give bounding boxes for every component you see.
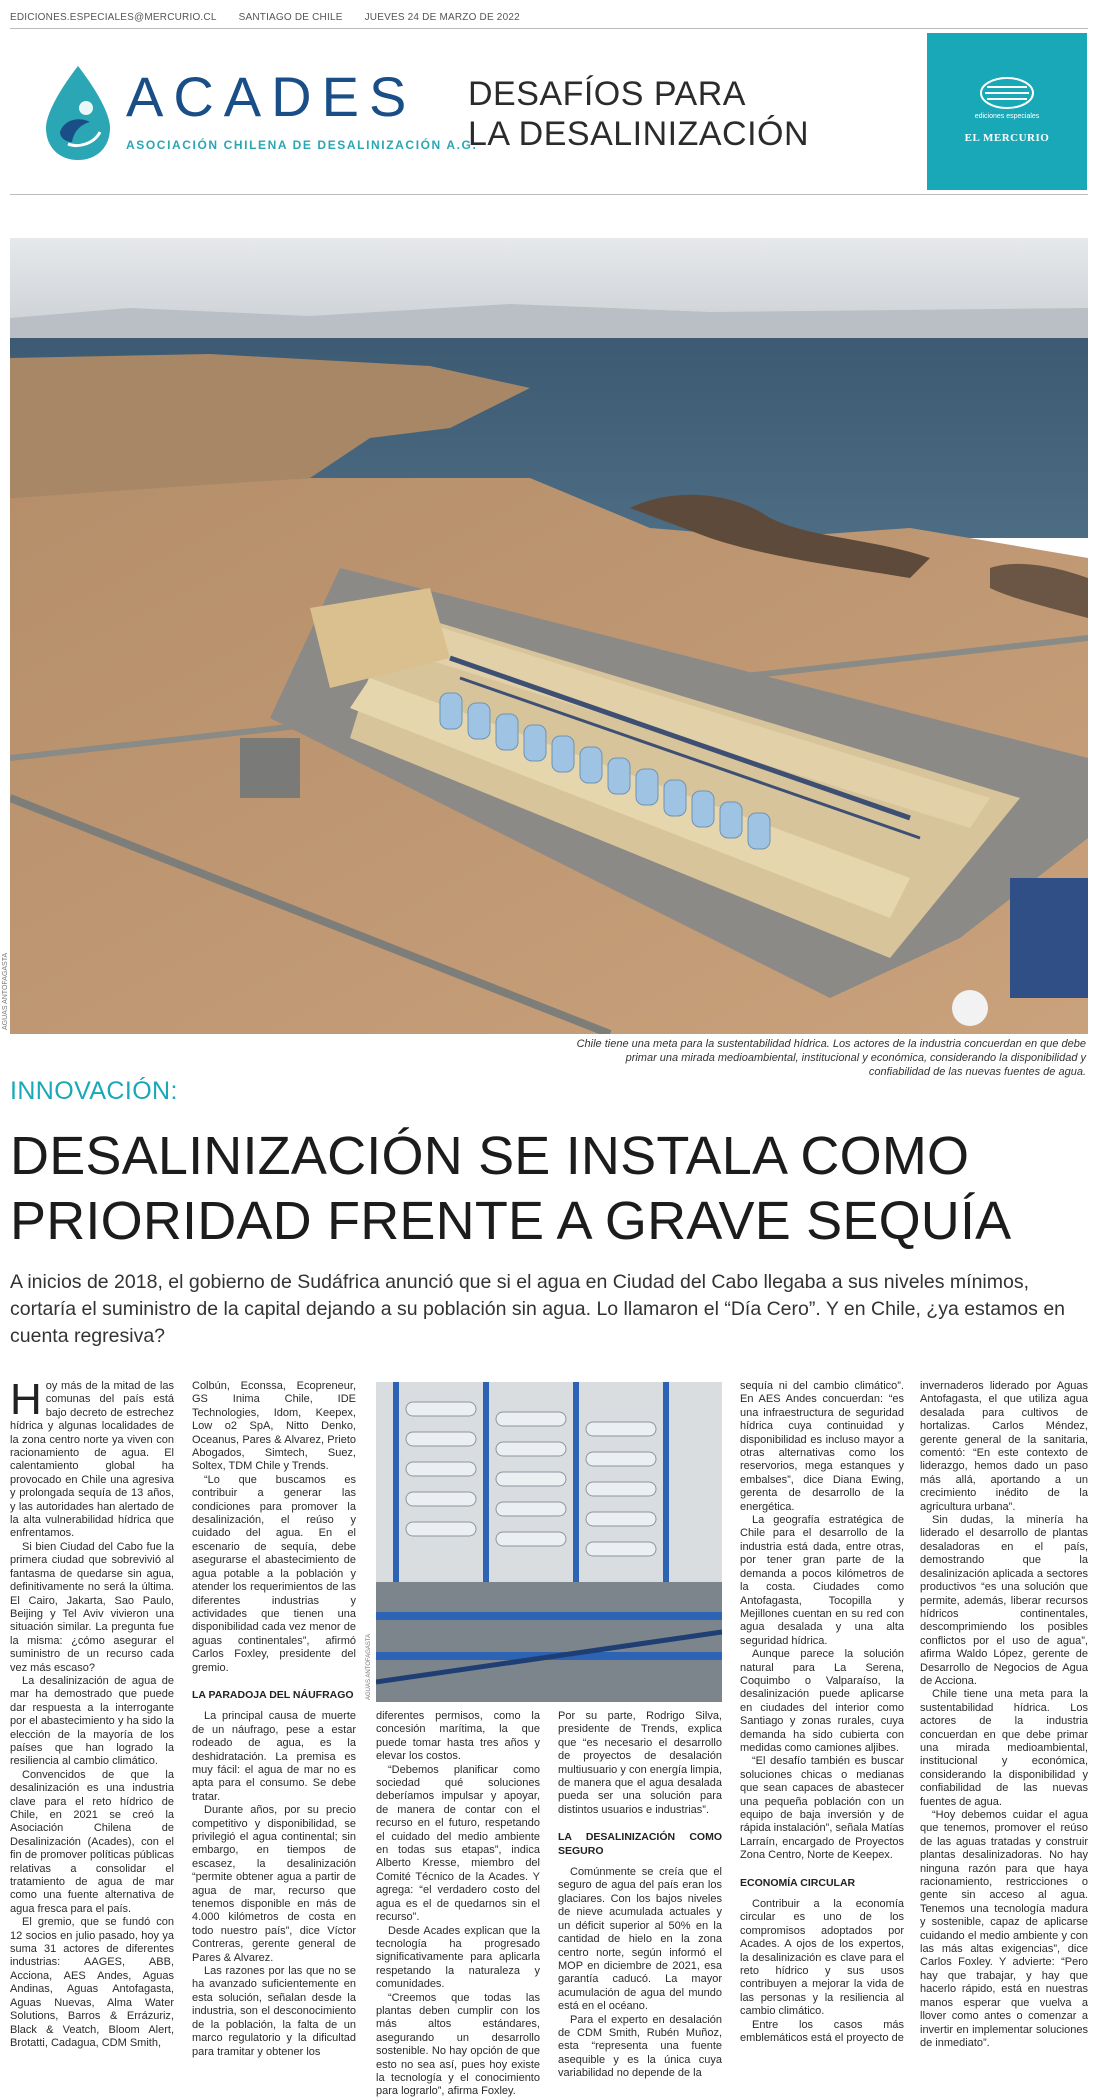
col3-paragraph: diferentes permisos, como la concesión marítima, la que puede tomar hasta tres años y elevar los costos. xyxy=(376,1710,540,1763)
col1-paragraph: La desalinización de agua de mar ha demostrado que puede dar respuesta a la interrogante por el abastecimiento y ha sido la elección de la mayoría de los países que han logrado la resiliencia al cambio climático. xyxy=(10,1674,174,1768)
city-label: SANTIAGO DE CHILE xyxy=(238,12,343,23)
top-bar xyxy=(10,12,520,23)
article-column-3 xyxy=(376,1710,540,2099)
article-lead: A inicios de 2018, el gobierno de Sudáfrica anunció que si el agua en Ciudad del Cabo llegaba a sus niveles mínimos, cortaría el suministro de la capital dejando a su población sin agua. Lo llamaron el “Día Cero”. Y en Chile, ¿ya estamos en cuenta regresiva? xyxy=(10,1271,1066,1347)
col3-paragraph: “Creemos que todas las plantas deben cumplir con los más altos estándares, asegurando un desarrollo sostenible. No hay opción de que esto no sea así, pues hoy existe la tecnología y el conocimiento para lograrlo”, afirma Foxley. xyxy=(376,1991,540,2098)
subheading-paradoja: LA PARADOJA DEL NÁUFRAGO xyxy=(192,1688,354,1701)
col2-paragraph: Durante años, por su precio competitivo y disponibilidad, se privilegió el agua continental; sin embargo, en tiempos de escasez, la desalinización “permite obtener agua a partir de agua de mar, recurso que tenemos disponible en más de 4.000 kilómetros de costa en todo nuestro país”, dice Víctor Contreras, gerente general de Pares & Alvarez. xyxy=(192,1804,356,1964)
article-column-6 xyxy=(920,1380,1088,2050)
col5-paragraph: La geografía estratégica de Chile para el desarrollo de la industria está dada, entre otras, por tener gran parte de la demanda a pocos kilómetros de la costa. Ciudades como Antofagasta, Tocopilla y Mejillones cuentan en su red con agua desalada y una alta seguridad hídrica. xyxy=(740,1514,904,1647)
membrane-racks-photo xyxy=(376,1382,722,1702)
brand-subtitle: ASOCIACIÓN CHILENA DE DESALINIZACIÓN A.G. xyxy=(126,138,478,152)
acades-logo xyxy=(38,62,478,172)
headline-line1: DESALINIZACIÓN SE INSTALA COMO xyxy=(10,1126,970,1186)
headline-line2: PRIORIDAD FRENTE A GRAVE SEQUÍA xyxy=(10,1191,1012,1251)
section-title xyxy=(468,74,809,154)
photo-credit: AGUAS ANTOFAGASTA xyxy=(2,952,9,1030)
article-kicker: INNOVACIÓN: xyxy=(10,1077,178,1105)
subheading-economia-circular: ECONOMÍA CIRCULAR xyxy=(740,1876,856,1889)
dropcap: H xyxy=(10,1375,42,1424)
col1-paragraph: oy más de la mitad de las comunas del país está bajo decreto de estrechez hídrica y algunas localidades de la zona centro norte ya viven con racionamiento de agua. El calentamiento global ha provocado en Chile una agresiva y prolongada sequía de 13 años, y las autoridades han alertado de la alta vulnerabilidad hídrica que enfrentamos. xyxy=(10,1380,174,1540)
col5-paragraph: Entre los casos más emblemáticos está el proyecto de xyxy=(740,2018,904,2045)
col6-paragraph: Chile tiene una meta para la sustentabilidad hídrica. Los actores de la industria concuerdan en que debe primar una mirada medioambiental, institucional y económica, considerando la disponibilidad y confiabilidad de las nuevas fuentes de agua. xyxy=(920,1688,1088,1808)
col5-paragraph: sequía ni del cambio climático”. En AES Andes concuerdan: “es una infraestructura de seguridad hídrica cuya continuidad y disponibilidad es incluso mayor a otras alternativas como los reservorios, mega estanques y embalses”, dice Diana Ewing, gerenta de desarrollo de la energética. xyxy=(740,1380,904,1513)
col4-paragraph: Comúnmente se creía que el seguro de agua del país eran los glaciares. Con los bajos niveles de nieve acumulada actuales y un déficit superior al 50% en la cantidad de hielo en la zona centro norte, según informó el MOP en diciembre de 2021, esa garantía caducó. La mayor acumulación de agua del mundo está en el océano. xyxy=(558,1866,722,2013)
article-column-5 xyxy=(740,1380,904,2046)
col2-paragraph: “Lo que buscamos es contribuir a generar las condiciones para promover la desalinización, el reúso y cuidado del agua. En el escenario de sequía, debe asegurarse el abastecimiento de agua potable a la población y atender los requerimientos de las diferentes industrias y actividades que tienen una disponibilidad cada vez menor de aguas continentales”, afirmó Carlos Foxley, presidente del gremio. xyxy=(192,1473,356,1674)
col6-paragraph: “Hoy debemos cuidar el agua que tenemos, promover el reúso de las aguas tratadas y construir plantas desalinizadoras. No hay ninguna razón para que haya racionamiento, restricciones o gente sin acceso al agua. Tenemos una tecnología madura y sostenible, capaz de aplicarse cuidando el medio ambiente y con las más altas exigencias”, dice Carlos Foxley. Y advierte: “Pero hay que trabajar, y hay que hacerlo rápido, está en nuestras manos esperar que vuelva a llover como antes o comenzar a invertir en implementar soluciones de inmediato”. xyxy=(920,1809,1088,2049)
date-label: JUEVES 24 DE MARZO DE 2022 xyxy=(364,12,520,23)
badge-name: EL MERCURIO xyxy=(964,132,1050,144)
col1-paragraph: Si bien Ciudad del Cabo fue la primera ciudad que sobrevivió al fantasma de quedarse sin agua, definitivamente no será la última. El Cairo, Jakarta, Sao Paulo, Beijing y Tel Aviv vivieron una situación similar. La pregunta fue la misma: ¿cómo asegurar el suministro de un recurso cada vez más escaso? xyxy=(10,1540,174,1674)
col3-paragraph: “Debemos planificar como sociedad qué soluciones deberíamos impulsar y apoyar, de manera de contar con el recurso en el futuro, respetando el cuidado del medio ambiente en todas sus etapas”, indica Alberto Kresse, miembro del Comité Técnico de la Acades. Y agrega: “el verdadero costo del agua es el de quedarnos sin el recurso”. xyxy=(376,1763,540,1924)
col2-paragraph: La principal causa de muerte de un náufrago, pese a estar rodeado de agua, es la deshidratación. La premisa es muy fácil: el agua de mar no es apta para el consumo. Se debe tratar. xyxy=(192,1710,356,1803)
col2-paragraph: Colbún, Econssa, Ecopreneur, GS Inima Chile, IDE Technologies, Idom, Keepex, Low o2 SpA, Nitto Denko, Oceanus, Pares & Alvarez, Prieto Abogados, Simtech, Suez, Soltex, TDM Chile y Trends. xyxy=(192,1380,356,1473)
col1-paragraph: Convencidos de que la desalinización es una industria clave para el reto hídrico de Chile, en 2021 se creó la Asociación Chilena de Desalinización (Acades), con el fin de promover políticas públicas relativas a consolidar el tratamiento de agua de mar como una fuente alternativa de agua fresca para el país. xyxy=(10,1768,174,1915)
article-headline xyxy=(10,1124,1090,1254)
section-title-line1: DESAFÍOS PARA xyxy=(468,75,746,113)
article-column-2 xyxy=(192,1380,356,2059)
col5-paragraph: Aunque parece la solución natural para La Serena, Coquimbo o Valparaíso, la desalinización puede aplicarse en ciudades del interior como Santiago y zonas rurales, cuya demanda ha sido cubierta con medidas como camiones aljibes. xyxy=(740,1648,904,1754)
el-mercurio-badge xyxy=(927,33,1087,190)
top-divider xyxy=(10,28,1088,29)
col4-paragraph: Por su parte, Rodrigo Silva, presidente de Trends, explica que “es necesario el desarrollo de proyectos de desalación multiusuario y con energía limpia, de manera que el agua desalada pueda ser una solución para distintos usuarios e industrias”. xyxy=(558,1710,722,1816)
col4-paragraph: Para el experto en desalación de CDM Smith, Rubén Muñoz, esta “representa una fuente asequible y es la única cuya variabilidad no depende de la xyxy=(558,2013,722,2080)
secondary-photo-credit: AGUAS ANTOFAGASTA xyxy=(366,1633,372,1700)
section-title-line2: LA DESALINIZACIÓN xyxy=(468,115,810,153)
contact-email[interactable]: EDICIONES.ESPECIALES@MERCURIO.CL xyxy=(10,12,217,23)
article-column-4 xyxy=(558,1710,722,2081)
col5-paragraph: Contribuir a la economía circular es uno de los compromisos adoptados por Acades. A ojos de los expertos, la desalinización es clave para el reto hídrico y sus usos contribuyen a mejorar la vida de las personas y la resiliencia al cambio climático. xyxy=(740,1898,904,2018)
brand-name: ACADES xyxy=(126,65,417,128)
col1-paragraph: El gremio, que se fundó con 12 socios en julio pasado, hoy ya suma 31 actores de diferentes industrias: AAGES, ABB, Acciona, AES Andes, Aguas Andinas, Aguas Antofagasta, Aguas Nuevas, Alma Water Solutions, Barros & Errázuriz, Black & Veatch, Bloom Alert, Brotatti, Cadagua, CDM Smith, xyxy=(10,1916,174,2049)
water-drop-icon xyxy=(38,62,118,162)
header-divider xyxy=(10,194,1088,195)
desalination-plant-photo xyxy=(10,238,1088,1034)
col6-paragraph: Sin dudas, la minería ha liderado el desarrollo de plantas desaladoras en el país, demostrando que la desalinización aplicada a sectores productivos “es una solución que permite, además, liberar recursos hídricos continentales, descomprimiendo los posibles conflictos por el uso de agua”, afirma Waldo López, gerente de Desarrollo de Negocios de Agua de Acciona. xyxy=(920,1514,1088,1687)
badge-small-text: ediciones especiales xyxy=(974,113,1040,120)
col3-paragraph: Desde Acades explican que la tecnología ha progresado significativamente para aplicarla respetando la naturaleza y comunidades. xyxy=(376,1924,540,1991)
photo-caption: Chile tiene una meta para la sustentabilidad hídrica. Los actores de la industria concuerdan en que debe primar una mirada medioambiental, institucional y económica, considerando la disponibilidad y confiabilidad de las nuevas fuentes de agua. xyxy=(576,1038,1086,1078)
subheading-seguro: LA DESALINIZACIÓN COMO SEGURO xyxy=(558,1831,722,1857)
article-column-1 xyxy=(10,1375,174,2050)
col2-paragraph: Las razones por las que no se ha avanzado suficientemente en esta solución, señalan desde la industria, son el desconocimiento de la población, la falta de un marco regulatorio y la dificultad para tramitar y obtener los xyxy=(192,1965,356,2058)
col6-paragraph: invernaderos liderado por Aguas Antofagasta, el que utiliza agua desalada para cultivos de hortalizas. Carlos Méndez, gerente general de la sanitaria, comentó: “En este contexto de liderazgo, hemos dado un paso más allá, aportando a un crecimiento inédito de la agricultura urbana”. xyxy=(920,1380,1088,1513)
col5-paragraph: “El desafío también es buscar soluciones chicas o medianas que sean capaces de abastecer una pequeña población con un equipo de baja inversión y de rápida instalación”, señala Matías Larraín, encargado de Proyectos Zona Centro, Norte de Keepex. xyxy=(740,1755,904,1862)
el-mercurio-logo-icon xyxy=(977,75,1037,111)
